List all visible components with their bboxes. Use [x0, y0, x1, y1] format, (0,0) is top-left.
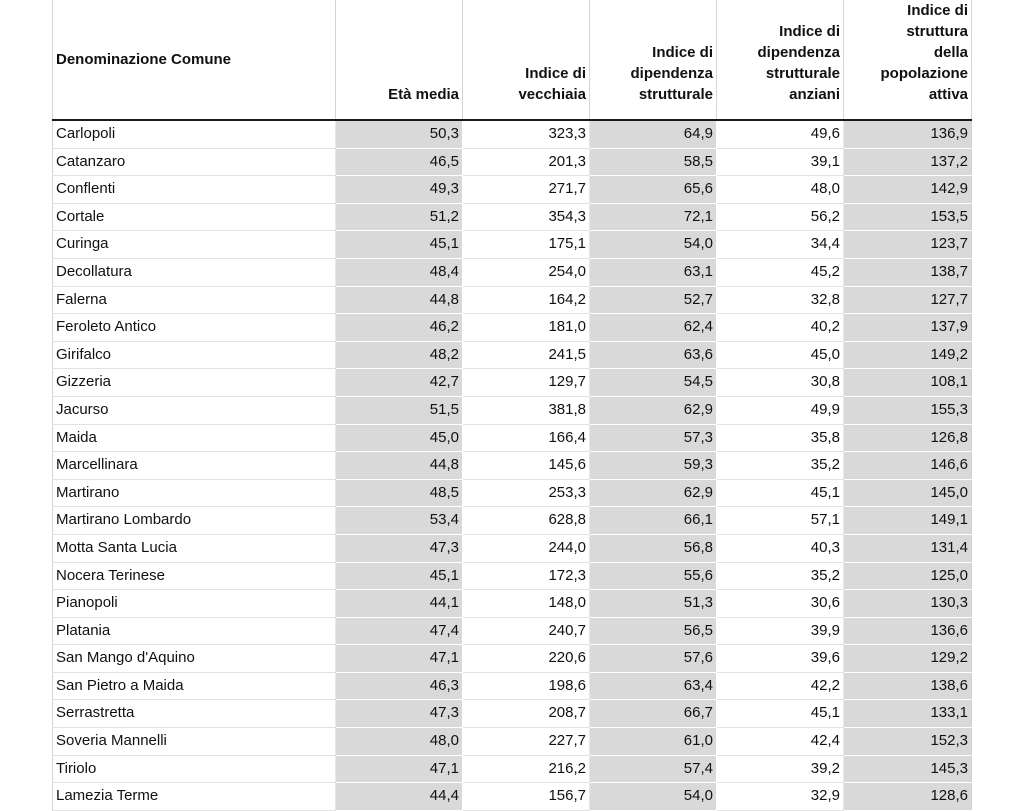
cell-eta-media[interactable]: 51,5 [336, 396, 463, 424]
cell-dipendenza-anziani[interactable]: 35,2 [717, 452, 844, 480]
cell-eta-media[interactable]: 44,1 [336, 590, 463, 618]
table-row [53, 286, 972, 314]
cell-struttura-attiva[interactable]: 108,1 [844, 369, 972, 397]
cell-struttura-attiva[interactable]: 146,6 [844, 452, 972, 480]
cell-indice-vecchiaia[interactable]: 381,8 [463, 396, 590, 424]
table-header [53, 0, 972, 120]
cell-struttura-attiva[interactable]: 138,6 [844, 672, 972, 700]
cell-dipendenza-anziani[interactable]: 45,1 [717, 479, 844, 507]
table-row [53, 700, 972, 728]
cell-dipendenza-anziani[interactable]: 32,8 [717, 286, 844, 314]
table-row [53, 148, 972, 176]
cell-dipendenza-anziani[interactable]: 56,2 [717, 203, 844, 231]
cell-comune[interactable]: Martirano [53, 479, 336, 507]
cell-comune[interactable]: Catanzaro [53, 148, 336, 176]
cell-struttura-attiva[interactable]: 125,0 [844, 562, 972, 590]
header-label: Età media [388, 86, 459, 103]
cell-eta-media[interactable]: 48,4 [336, 258, 463, 286]
cell-dipendenza-strutturale[interactable]: 52,7 [590, 286, 717, 314]
cell-dipendenza-strutturale[interactable]: 59,3 [590, 452, 717, 480]
cell-dipendenza-anziani[interactable]: 35,2 [717, 562, 844, 590]
cell-struttura-attiva[interactable]: 128,6 [844, 783, 972, 811]
cell-comune[interactable]: Falerna [53, 286, 336, 314]
table-row [53, 120, 972, 148]
cell-struttura-attiva[interactable]: 152,3 [844, 728, 972, 756]
cell-indice-vecchiaia[interactable]: 271,7 [463, 176, 590, 204]
cell-eta-media[interactable]: 51,2 [336, 203, 463, 231]
header-denominazione-comune[interactable] [53, 0, 336, 120]
cell-dipendenza-strutturale[interactable]: 55,6 [590, 562, 717, 590]
cell-eta-media[interactable]: 47,1 [336, 755, 463, 783]
cell-dipendenza-anziani[interactable]: 48,0 [717, 176, 844, 204]
cell-struttura-attiva[interactable]: 133,1 [844, 700, 972, 728]
cell-comune[interactable]: Curinga [53, 231, 336, 259]
cell-indice-vecchiaia[interactable]: 201,3 [463, 148, 590, 176]
table-row [53, 396, 972, 424]
cell-dipendenza-anziani[interactable]: 30,6 [717, 590, 844, 618]
cell-dipendenza-anziani[interactable]: 35,8 [717, 424, 844, 452]
cell-dipendenza-anziani[interactable]: 39,2 [717, 755, 844, 783]
header-indice-dipendenza-strutturale[interactable] [590, 0, 717, 120]
table-row [53, 534, 972, 562]
table-row [53, 590, 972, 618]
cell-comune[interactable]: Feroleto Antico [53, 314, 336, 342]
cell-dipendenza-anziani[interactable]: 42,2 [717, 672, 844, 700]
cell-struttura-attiva[interactable]: 149,2 [844, 341, 972, 369]
cell-indice-vecchiaia[interactable]: 198,6 [463, 672, 590, 700]
cell-dipendenza-strutturale[interactable]: 57,3 [590, 424, 717, 452]
cell-indice-vecchiaia[interactable]: 227,7 [463, 728, 590, 756]
cell-dipendenza-anziani[interactable]: 45,2 [717, 258, 844, 286]
cell-eta-media[interactable]: 48,0 [336, 728, 463, 756]
table-row [53, 452, 972, 480]
cell-comune[interactable]: Carlopoli [53, 120, 336, 148]
table-row [53, 507, 972, 535]
header-label: Indice di dipendenza strutturale anziani [757, 23, 840, 103]
cell-comune[interactable]: Nocera Terinese [53, 562, 336, 590]
cell-eta-media[interactable]: 49,3 [336, 176, 463, 204]
cell-indice-vecchiaia[interactable]: 145,6 [463, 452, 590, 480]
table-body [53, 120, 972, 810]
cell-indice-vecchiaia[interactable]: 166,4 [463, 424, 590, 452]
cell-dipendenza-anziani[interactable]: 39,1 [717, 148, 844, 176]
cell-eta-media[interactable]: 47,3 [336, 534, 463, 562]
cell-dipendenza-strutturale[interactable]: 58,5 [590, 148, 717, 176]
table-row [53, 258, 972, 286]
table-row [53, 562, 972, 590]
cell-dipendenza-strutturale[interactable]: 62,9 [590, 396, 717, 424]
table-row [53, 341, 972, 369]
cell-comune[interactable]: Maida [53, 424, 336, 452]
cell-indice-vecchiaia[interactable]: 175,1 [463, 231, 590, 259]
cell-struttura-attiva[interactable]: 136,6 [844, 617, 972, 645]
table-row [53, 783, 972, 811]
cell-dipendenza-strutturale[interactable]: 62,9 [590, 479, 717, 507]
header-indice-struttura-attiva[interactable] [844, 0, 972, 120]
table-row [53, 728, 972, 756]
cell-dipendenza-anziani[interactable]: 49,6 [717, 120, 844, 148]
cell-dipendenza-anziani[interactable]: 30,8 [717, 369, 844, 397]
cell-comune[interactable]: San Pietro a Maida [53, 672, 336, 700]
cell-dipendenza-strutturale[interactable]: 51,3 [590, 590, 717, 618]
spreadsheet-sheet [52, 0, 971, 811]
cell-comune[interactable]: Girifalco [53, 341, 336, 369]
cell-dipendenza-anziani[interactable]: 40,2 [717, 314, 844, 342]
cell-dipendenza-strutturale[interactable]: 66,1 [590, 507, 717, 535]
cell-eta-media[interactable]: 44,8 [336, 286, 463, 314]
cell-indice-vecchiaia[interactable]: 164,2 [463, 286, 590, 314]
table-row [53, 369, 972, 397]
cell-eta-media[interactable]: 45,1 [336, 562, 463, 590]
cell-struttura-attiva[interactable]: 153,5 [844, 203, 972, 231]
cell-eta-media[interactable]: 50,3 [336, 120, 463, 148]
cell-indice-vecchiaia[interactable]: 148,0 [463, 590, 590, 618]
cell-dipendenza-anziani[interactable]: 34,4 [717, 231, 844, 259]
cell-dipendenza-anziani[interactable]: 32,9 [717, 783, 844, 811]
cell-struttura-attiva[interactable]: 137,2 [844, 148, 972, 176]
cell-dipendenza-strutturale[interactable]: 65,6 [590, 176, 717, 204]
cell-dipendenza-strutturale[interactable]: 72,1 [590, 203, 717, 231]
table-row [53, 672, 972, 700]
cell-eta-media[interactable]: 47,4 [336, 617, 463, 645]
cell-indice-vecchiaia[interactable]: 220,6 [463, 645, 590, 673]
cell-struttura-attiva[interactable]: 136,9 [844, 120, 972, 148]
cell-comune[interactable]: Soveria Mannelli [53, 728, 336, 756]
cell-comune[interactable]: Martirano Lombardo [53, 507, 336, 535]
cell-struttura-attiva[interactable]: 138,7 [844, 258, 972, 286]
cell-comune[interactable]: Lamezia Terme [53, 783, 336, 811]
cell-dipendenza-strutturale[interactable]: 62,4 [590, 314, 717, 342]
cell-struttura-attiva[interactable]: 129,2 [844, 645, 972, 673]
cell-eta-media[interactable]: 48,5 [336, 479, 463, 507]
cell-eta-media[interactable]: 46,3 [336, 672, 463, 700]
cell-indice-vecchiaia[interactable]: 323,3 [463, 120, 590, 148]
cell-dipendenza-strutturale[interactable]: 66,7 [590, 700, 717, 728]
cell-eta-media[interactable]: 45,0 [336, 424, 463, 452]
cell-struttura-attiva[interactable]: 142,9 [844, 176, 972, 204]
header-indice-vecchiaia[interactable] [463, 0, 590, 120]
cell-indice-vecchiaia[interactable]: 129,7 [463, 369, 590, 397]
cell-struttura-attiva[interactable]: 145,3 [844, 755, 972, 783]
cell-indice-vecchiaia[interactable]: 172,3 [463, 562, 590, 590]
cell-eta-media[interactable]: 46,2 [336, 314, 463, 342]
cell-eta-media[interactable]: 46,5 [336, 148, 463, 176]
table-row [53, 479, 972, 507]
table-row [53, 645, 972, 673]
cell-indice-vecchiaia[interactable]: 216,2 [463, 755, 590, 783]
cell-dipendenza-anziani[interactable]: 45,1 [717, 700, 844, 728]
cell-dipendenza-strutturale[interactable]: 61,0 [590, 728, 717, 756]
table-row [53, 755, 972, 783]
cell-indice-vecchiaia[interactable]: 254,0 [463, 258, 590, 286]
cell-comune[interactable]: Marcellinara [53, 452, 336, 480]
table-row [53, 424, 972, 452]
header-label: Indice di struttura della popolazione attiva [880, 2, 968, 103]
cell-comune[interactable]: Platania [53, 617, 336, 645]
cell-indice-vecchiaia[interactable]: 208,7 [463, 700, 590, 728]
cell-struttura-attiva[interactable]: 149,1 [844, 507, 972, 535]
table-row [53, 617, 972, 645]
cell-eta-media[interactable]: 48,2 [336, 341, 463, 369]
cell-comune[interactable]: Gizzeria [53, 369, 336, 397]
cell-comune[interactable]: Jacurso [53, 396, 336, 424]
header-label: Indice di vecchiaia [518, 65, 586, 103]
cell-dipendenza-strutturale[interactable]: 56,8 [590, 534, 717, 562]
cell-struttura-attiva[interactable]: 123,7 [844, 231, 972, 259]
header-indice-dipendenza-anziani[interactable] [717, 0, 844, 120]
cell-dipendenza-strutturale[interactable]: 63,4 [590, 672, 717, 700]
header-label: Indice di dipendenza strutturale [630, 44, 713, 103]
cell-dipendenza-strutturale[interactable]: 63,1 [590, 258, 717, 286]
cell-indice-vecchiaia[interactable]: 354,3 [463, 203, 590, 231]
cell-dipendenza-strutturale[interactable]: 57,6 [590, 645, 717, 673]
table-row [53, 314, 972, 342]
cell-dipendenza-strutturale[interactable]: 54,5 [590, 369, 717, 397]
cell-dipendenza-anziani[interactable]: 49,9 [717, 396, 844, 424]
cell-comune[interactable]: Tiriolo [53, 755, 336, 783]
cell-dipendenza-anziani[interactable]: 42,4 [717, 728, 844, 756]
cell-struttura-attiva[interactable]: 155,3 [844, 396, 972, 424]
cell-eta-media[interactable]: 45,1 [336, 231, 463, 259]
cell-struttura-attiva[interactable]: 126,8 [844, 424, 972, 452]
cell-comune[interactable]: Decollatura [53, 258, 336, 286]
header-eta-media[interactable] [336, 0, 463, 120]
cell-dipendenza-strutturale[interactable]: 63,6 [590, 341, 717, 369]
cell-struttura-attiva[interactable]: 130,3 [844, 590, 972, 618]
cell-struttura-attiva[interactable]: 127,7 [844, 286, 972, 314]
header-label: Denominazione Comune [56, 51, 232, 68]
cell-eta-media[interactable]: 44,8 [336, 452, 463, 480]
cell-dipendenza-strutturale[interactable]: 64,9 [590, 120, 717, 148]
demographic-indices-table [52, 0, 972, 811]
cell-eta-media[interactable]: 47,3 [336, 700, 463, 728]
cell-eta-media[interactable]: 42,7 [336, 369, 463, 397]
cell-dipendenza-strutturale[interactable]: 57,4 [590, 755, 717, 783]
cell-comune[interactable]: Pianopoli [53, 590, 336, 618]
cell-comune[interactable]: Cortale [53, 203, 336, 231]
cell-dipendenza-strutturale[interactable]: 54,0 [590, 231, 717, 259]
cell-indice-vecchiaia[interactable]: 244,0 [463, 534, 590, 562]
header-row [53, 0, 972, 120]
cell-dipendenza-anziani[interactable]: 39,9 [717, 617, 844, 645]
table-row [53, 231, 972, 259]
cell-indice-vecchiaia[interactable]: 253,3 [463, 479, 590, 507]
cell-comune[interactable]: San Mango d'Aquino [53, 645, 336, 673]
cell-indice-vecchiaia[interactable]: 156,7 [463, 783, 590, 811]
cell-dipendenza-anziani[interactable]: 39,6 [717, 645, 844, 673]
table-row [53, 203, 972, 231]
cell-eta-media[interactable]: 47,1 [336, 645, 463, 673]
cell-comune[interactable]: Motta Santa Lucia [53, 534, 336, 562]
cell-eta-media[interactable]: 53,4 [336, 507, 463, 535]
cell-struttura-attiva[interactable]: 145,0 [844, 479, 972, 507]
cell-dipendenza-anziani[interactable]: 40,3 [717, 534, 844, 562]
table-row [53, 176, 972, 204]
cell-indice-vecchiaia[interactable]: 181,0 [463, 314, 590, 342]
cell-comune[interactable]: Serrastretta [53, 700, 336, 728]
cell-indice-vecchiaia[interactable]: 241,5 [463, 341, 590, 369]
cell-indice-vecchiaia[interactable]: 240,7 [463, 617, 590, 645]
cell-dipendenza-anziani[interactable]: 45,0 [717, 341, 844, 369]
cell-dipendenza-strutturale[interactable]: 54,0 [590, 783, 717, 811]
cell-eta-media[interactable]: 44,4 [336, 783, 463, 811]
cell-dipendenza-strutturale[interactable]: 56,5 [590, 617, 717, 645]
cell-indice-vecchiaia[interactable]: 628,8 [463, 507, 590, 535]
cell-dipendenza-anziani[interactable]: 57,1 [717, 507, 844, 535]
cell-struttura-attiva[interactable]: 137,9 [844, 314, 972, 342]
cell-comune[interactable]: Conflenti [53, 176, 336, 204]
cell-struttura-attiva[interactable]: 131,4 [844, 534, 972, 562]
